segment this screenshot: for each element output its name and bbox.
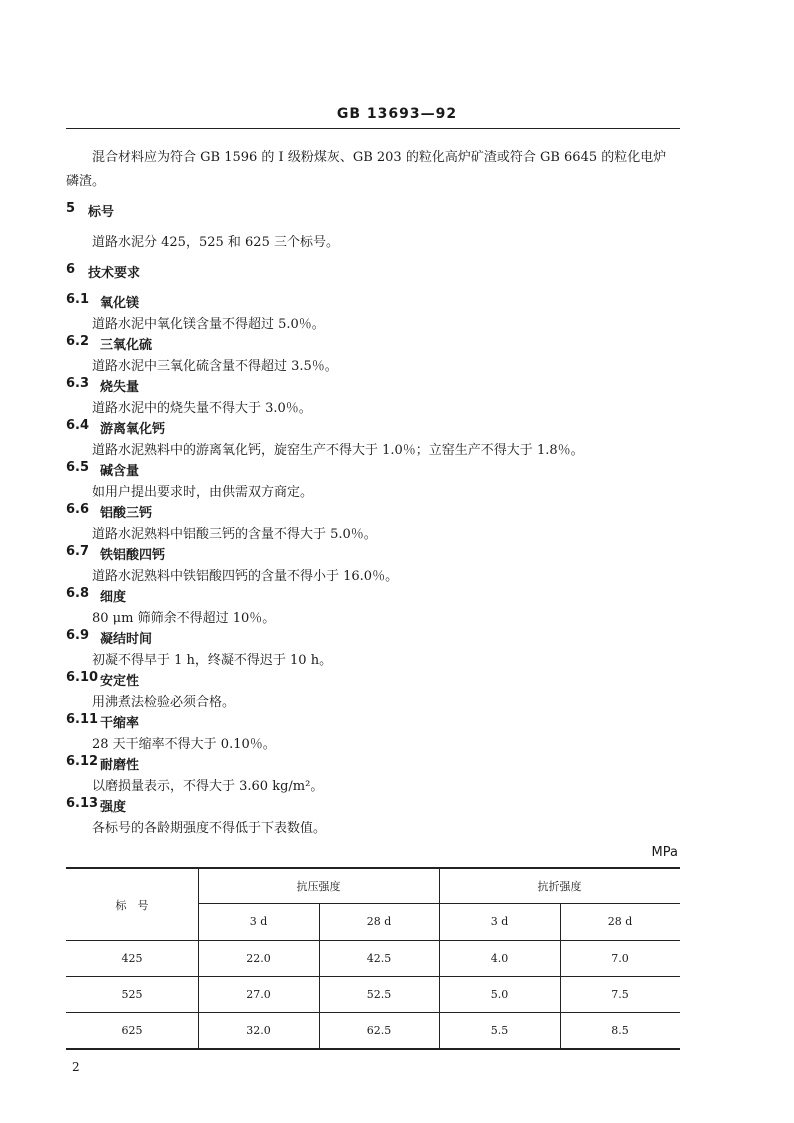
item-title: 氧化镁 (100, 296, 140, 311)
section-6-title: 技术要求 (88, 266, 141, 281)
table-cell: 62.5 (366, 1024, 392, 1037)
intro-line-2: 磷渣。 (66, 174, 106, 189)
item-number: 6.7 (66, 544, 90, 559)
table-cell: 7.5 (611, 988, 629, 1001)
strength-table (66, 867, 680, 1049)
intro-line-1: 混合材料应为符合 GB 1596 的 Ⅰ 级粉煤灰、GB 203 的粒化高炉矿渣或符合 GB 6645 的粒化电炉 (92, 150, 667, 165)
table-subheader-cell: 28 d (607, 915, 633, 928)
item-title: 耐磨性 (100, 758, 140, 773)
table-cell: 22.0 (246, 952, 271, 965)
table-top-rule (66, 867, 680, 869)
table-cell: 52.5 (366, 988, 392, 1001)
table-subheader-cell: 3 d (249, 915, 268, 928)
item-text: 80 μm 筛筛余不得超过 10％。 (92, 611, 276, 626)
section-6-number: 6 (66, 262, 76, 277)
table-row-rule (66, 976, 680, 977)
item-text: 道路水泥中氧化镁含量不得超过 5.0％。 (92, 317, 325, 332)
item-title: 凝结时间 (100, 632, 153, 647)
item-text: 初凝不得早于 1 h，终凝不得迟于 10 h。 (92, 653, 333, 668)
item-number: 6.9 (66, 628, 90, 643)
item-text: 道路水泥熟料中铝酸三钙的含量不得大于 5.0％。 (92, 527, 377, 542)
table-cell-grade: 625 (121, 1024, 143, 1037)
item-text: 道路水泥中三氧化硫含量不得超过 3.5％。 (92, 359, 338, 374)
item-number: 6.6 (66, 502, 90, 517)
item-text: 各标号的各龄期强度不得低于下表数值。 (92, 821, 327, 836)
table-compressive-header: 抗压强度 (296, 880, 341, 893)
item-title: 碱含量 (100, 464, 140, 479)
table-flexural-header: 抗折强度 (537, 880, 582, 893)
item-title: 细度 (100, 590, 127, 605)
item-title: 铁铝酸四钙 (100, 548, 166, 563)
table-grade-header: 标 号 (115, 899, 149, 912)
item-number: 6.10 (66, 670, 99, 685)
header-rule (66, 128, 680, 129)
table-header-rule (66, 940, 680, 941)
table-cell-grade: 525 (121, 988, 143, 1001)
item-title: 强度 (100, 800, 127, 815)
section-5-text: 道路水泥分 425，525 和 625 三个标号。 (92, 235, 339, 250)
item-number: 6.1 (66, 292, 90, 307)
item-number: 6.8 (66, 586, 90, 601)
table-bottom-rule (66, 1048, 680, 1050)
item-text: 以磨损量表示，不得大于 3.60 kg/m²。 (92, 779, 324, 794)
section-5-number: 5 (66, 201, 76, 216)
table-cell: 42.5 (366, 952, 392, 965)
item-number: 6.13 (66, 796, 99, 811)
table-subheader-cell: 28 d (366, 915, 392, 928)
item-text: 道路水泥熟料中铁铝酸四钙的含量不得小于 16.0％。 (92, 569, 399, 584)
item-title: 干缩率 (100, 716, 140, 731)
item-text: 用沸煮法检验必须合格。 (92, 695, 236, 710)
item-text: 28 天干缩率不得大于 0.10％。 (92, 737, 276, 752)
item-number: 6.2 (66, 334, 90, 349)
table-cell: 27.0 (246, 988, 271, 1001)
table-cell: 7.0 (611, 952, 629, 965)
page-number: 2 (72, 1060, 80, 1074)
item-number: 6.4 (66, 418, 90, 433)
item-number: 6.5 (66, 460, 90, 475)
item-title: 铝酸三钙 (100, 506, 153, 521)
item-title: 安定性 (100, 674, 140, 689)
item-title: 游离氧化钙 (100, 422, 166, 437)
table-cell: 5.5 (490, 1024, 509, 1037)
document-header: GB 13693—92 (336, 106, 458, 122)
table-cell-grade: 425 (121, 952, 143, 965)
section-5-title: 标号 (88, 205, 115, 220)
item-number: 6.12 (66, 754, 99, 769)
item-text: 道路水泥熟料中的游离氧化钙，旋窑生产不得大于 1.0％；立窑生产不得大于 1.8％。 (92, 443, 584, 458)
item-title: 三氧化硫 (100, 338, 153, 353)
table-subheader-cell: 3 d (490, 915, 509, 928)
item-number: 6.3 (66, 376, 90, 391)
table-cell: 5.0 (490, 988, 509, 1001)
table-cell: 32.0 (246, 1024, 271, 1037)
item-title: 烧失量 (100, 380, 140, 395)
item-number: 6.11 (66, 712, 99, 727)
table-cell: 8.5 (611, 1024, 629, 1037)
table-cell: 4.0 (490, 952, 509, 965)
item-text: 如用户提出要求时，由供需双方商定。 (92, 485, 314, 500)
item-text: 道路水泥中的烧失量不得大于 3.0％。 (92, 401, 312, 416)
table-row-rule (66, 1012, 680, 1013)
table-unit: MPa (651, 845, 678, 860)
